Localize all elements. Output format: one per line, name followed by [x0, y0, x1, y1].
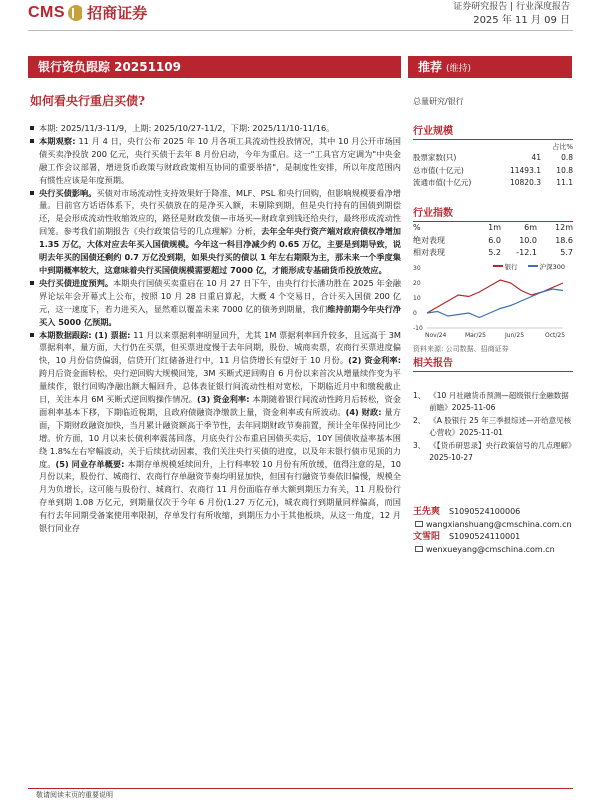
related-report-num: 1、 — [413, 391, 426, 400]
legend-swatch — [493, 265, 503, 267]
bold-text: (5) 同业存单概要: — [55, 458, 128, 469]
scale-row — [413, 165, 573, 178]
y-tick-label: 20 — [413, 279, 421, 287]
scale-col-header: 占比% — [552, 143, 573, 151]
y-tick-label: -10 — [413, 324, 423, 332]
body-text: 本期存单规模延续回升，上行科率较 10 月份有所放缓，值得注意的是，10 月份以来，股份行、城商行、农商行存单融资节奏均明显加快，但国有行融资节奏依旧偏慢，规模全月为负增长，这可能与股份行、城商行、农商行 11 月份面临存单大额到期压力有关，11 月股份行存单到期 1.08 万亿元，到期量仅次于今年 6 月份(1.27 万亿元)，城农商行到期量同样偏高，而国有行去年同期受备案使用率限制，存单发行有所收缩，到期压力小于其他板块，从这一角度，12 月银行同业存 — [39, 458, 402, 534]
body-paragraph — [30, 122, 401, 135]
analyst-id: S1090524100006 — [449, 507, 521, 516]
body-paragraph — [30, 187, 401, 277]
related-report-text: 《10 月社融货币预测—超级银行金融数据前瞻》2025-11-06 — [429, 391, 569, 412]
body-text: 11 月以来票据利率明显回升，尤其 1M 票据利率回升较多，且远高于 3M 票据利率，量方面，大行仍在买票，但买票进度慢于去年同期，股份、城商卖票，农商行买票进度偏快，10 月份信贷偏弱，信贷开门红储备进行中，11 月信贷增长有望好于 10 月份。 — [39, 329, 401, 366]
index-cell: 6.0 — [488, 235, 501, 245]
analyst-name: 文雪阳 — [413, 532, 441, 542]
chart-legend — [493, 262, 565, 271]
index-header-cell: 12m — [555, 223, 573, 232]
scale-name: 总市值(十亿元) — [413, 165, 464, 175]
related-reports-title: 相关报告 — [413, 354, 573, 372]
scale-row — [413, 177, 573, 190]
analysts-section — [413, 506, 573, 556]
bold-text: 维持前期今年央行净买入 5000 亿预期。 — [39, 303, 401, 327]
analyst-row — [413, 506, 573, 519]
scale-share: 0.8 — [561, 153, 573, 162]
x-tick-label: Mar/25 — [465, 331, 486, 339]
footer-note: 敬请阅读末页的重要说明 — [36, 791, 113, 799]
index-row-name: 相对表现 — [413, 248, 445, 257]
report-title: 如何看央行重启买债? — [30, 94, 146, 108]
analyst-email-row — [413, 519, 573, 532]
industry-scale-title: 行业规模 — [413, 122, 573, 140]
related-reports-section — [413, 354, 573, 465]
body-text: 跨月后资金面转松，央行逆回购大规模回笼，3M 买断式逆回购自 6 月份以来首次从增量续作变为平量续作，银行回购净融出额大幅回升，总体表征银行间流动性相对宽松，下期临近月中和缴税截止日，关注本月 6M 买断式逆回购操作情况。 — [39, 368, 401, 405]
legend-item — [493, 262, 518, 271]
index-header-cell: 1m — [488, 223, 501, 232]
legend-label: 沪深300 — [539, 262, 565, 271]
bold-text: 本期观察: — [39, 135, 79, 146]
analyst-email: wenxueyang@cmschina.com.cn — [426, 544, 555, 554]
related-report-item — [413, 415, 573, 438]
scale-share: 11.1 — [556, 178, 573, 187]
analyst-email-row — [413, 544, 573, 557]
legend-label: 银行 — [504, 262, 518, 271]
rating-tag: (维持) — [446, 64, 472, 74]
index-header-row — [413, 222, 573, 235]
related-report-text: 《【货币研思录】央行政策信号的几点理解》2025-10-27 — [429, 441, 572, 462]
bold-text: (4) 财政: — [345, 406, 385, 417]
series-line — [427, 280, 563, 313]
analyst-name: 王先爽 — [413, 507, 441, 517]
industry-index-title: 行业指数 — [413, 204, 573, 222]
body-paragraph — [30, 329, 401, 536]
logo-mark-icon — [68, 5, 84, 21]
mail-icon — [415, 546, 423, 552]
scale-name: 股票家数(只) — [413, 153, 457, 162]
rating-band — [408, 56, 572, 78]
logo-cms-text: CMS — [28, 3, 66, 21]
related-report-num: 3、 — [413, 441, 426, 450]
logo-cn-text: 招商证券 — [87, 4, 148, 22]
bold-text: 央行买债进度预判。 — [39, 277, 114, 288]
related-report-num: 2、 — [413, 416, 426, 425]
body-text: 本期随着银行间流动性跨月后转松，资金面利率基本下移，下期临近税期，且政府债融资净缴款上量，资金利率或有所波动。 — [39, 394, 401, 417]
y-tick-label: 10 — [413, 294, 421, 302]
body-text: 11 月 4 日，央行公布 2025 年 10 月各项工具流动性投放情况，其中 10 月公开市场国债买卖净投放 200 亿元，央行买债于去年 8 月份启动，今年为重启。这一"工具官方定调为"中央金融工作会议部署，增进货币政策与财政政策相互协同的重要举措"，是制度性安排，所以年度范围内有惯性应该是年度预期。 — [39, 135, 401, 185]
related-report-item — [413, 390, 573, 413]
related-report-item — [413, 440, 573, 463]
header-meta — [453, 0, 570, 28]
scale-value: 10820.3 — [509, 178, 541, 187]
body-text: 量方面，下期财政融资加快，当月累计融资额高于季节性，去年同期财政节奏前置，预计全年保持同比少增。价方面，10 月以来长债利率震荡回落，月底央行公布重启国债买卖后，10Y 国债收益率基本围绕 1.8%左右窄幅波动，关于后续扰动因素，我们关注央行买债的进度，以及年末银行债市见顶的力度。 — [39, 406, 401, 469]
body-paragraph — [30, 277, 401, 329]
index-header-cell: % — [413, 223, 421, 232]
rating-label: 推荐 — [418, 60, 443, 74]
related-report-text: 《A 股银行 25 年三季报综述—开给意见核心营收》2025-11-01 — [429, 416, 572, 437]
industry-index-section — [413, 204, 573, 354]
body-text: 买债对市场流动性支持效果好于降准、MLF、PSL 和央行回购，但影响规模要看净增量。目前官方话语体系下，央行买债放在的是净买入额，未剔除到期，但是央行持有的国债到期偿还，是会形成流动性收缩效应的，路径是财政发债—市场买—财政拿到钱还给央行，最终形成流动性回笼。参考我们前期报告《央行政策信号的几点理解》分析， — [39, 187, 401, 237]
index-row — [413, 247, 573, 260]
report-type: 证券研究报告 | 行业深度报告 — [453, 2, 570, 12]
y-tick-label: 0 — [413, 309, 417, 317]
main-body — [30, 122, 401, 535]
bold-text: (3) 资金利率: — [197, 394, 253, 405]
report-date: 2025 年 11 月 09 日 — [473, 15, 570, 26]
y-tick-label: 30 — [413, 264, 421, 272]
industry-scale-section — [413, 122, 573, 190]
x-tick-label: Oct/25 — [545, 331, 566, 339]
index-cell: 10.0 — [519, 235, 537, 245]
bold-text: 去年全年央行资产端对政府债权净增加 1.35 万亿，大体对应去年买入国债规模。今年这一科目净减少约 0.65 万亿，主要是到期导致，说明去年买的国债还剩约 0.7 万亿没到期，如果央行买的债以 1 年左右期限为主，那未来一个季度集中到期概率较大，这意味着央行买国债规模需要超过 7000 亿，才能形成专基础货币投放效应。 — [39, 226, 401, 275]
legend-item — [528, 262, 565, 271]
scale-name: 流通市值(十亿元) — [413, 178, 472, 187]
bold-text: (2) 资金利率: — [348, 355, 401, 366]
index-cell: 5.2 — [488, 248, 501, 257]
index-header-cell: 6m — [524, 223, 537, 232]
legend-swatch — [528, 265, 538, 267]
report-series-band: 银行资负跟踪 20251109 — [28, 56, 401, 78]
scale-share: 10.8 — [556, 165, 573, 175]
index-chart — [413, 262, 573, 342]
body-paragraph — [30, 135, 401, 187]
index-chart-svg — [413, 262, 573, 342]
x-tick-label: Nov/24 — [425, 331, 447, 339]
chart-source: 资料来源: 公司数据、招商证券 — [413, 344, 509, 353]
cms-logo — [28, 2, 147, 23]
body-text: 本期: 2025/11/3-11/9，上期: 2025/10/27-11/2，下期: 2025/11/10-11/16。 — [39, 123, 335, 133]
bold-text: 央行买债影响。 — [39, 187, 97, 198]
page-header — [0, 0, 600, 30]
industry-label: 总量研究/银行 — [413, 97, 464, 106]
series-line — [427, 289, 563, 318]
index-row-name: 绝对表现 — [413, 235, 445, 245]
analyst-id: S1090524110001 — [449, 532, 521, 541]
analyst-row — [413, 531, 573, 544]
analyst-email: wangxianshuang@cmschina.com.cn — [426, 519, 572, 529]
scale-value: 41 — [531, 153, 541, 162]
header-rule — [28, 30, 573, 31]
mail-icon — [415, 521, 423, 527]
body-text: 本期央行国债买卖重启在 10 月 27 日下午，由央行行长潘功胜在 2025 年金融界论坛年会开幕式上公布，按照 10 月 28 日重启算起，大概 4 个交易日，合计买入国债 200 亿元，这一速度下，若力进买入，显然难以覆盖未来 7000 亿的债务到期量，我们 — [39, 277, 401, 314]
index-cell: 5.7 — [560, 248, 573, 257]
scale-row — [413, 152, 573, 165]
index-row — [413, 235, 573, 248]
bold-text: 本期数据跟踪: (1) 票据: — [39, 329, 134, 340]
index-cell: 18.6 — [555, 235, 573, 245]
scale-value: 11493.1 — [509, 165, 541, 175]
index-cell: -12.1 — [516, 248, 537, 257]
x-tick-label: Jun/25 — [505, 331, 525, 339]
footer-rule — [28, 788, 573, 789]
